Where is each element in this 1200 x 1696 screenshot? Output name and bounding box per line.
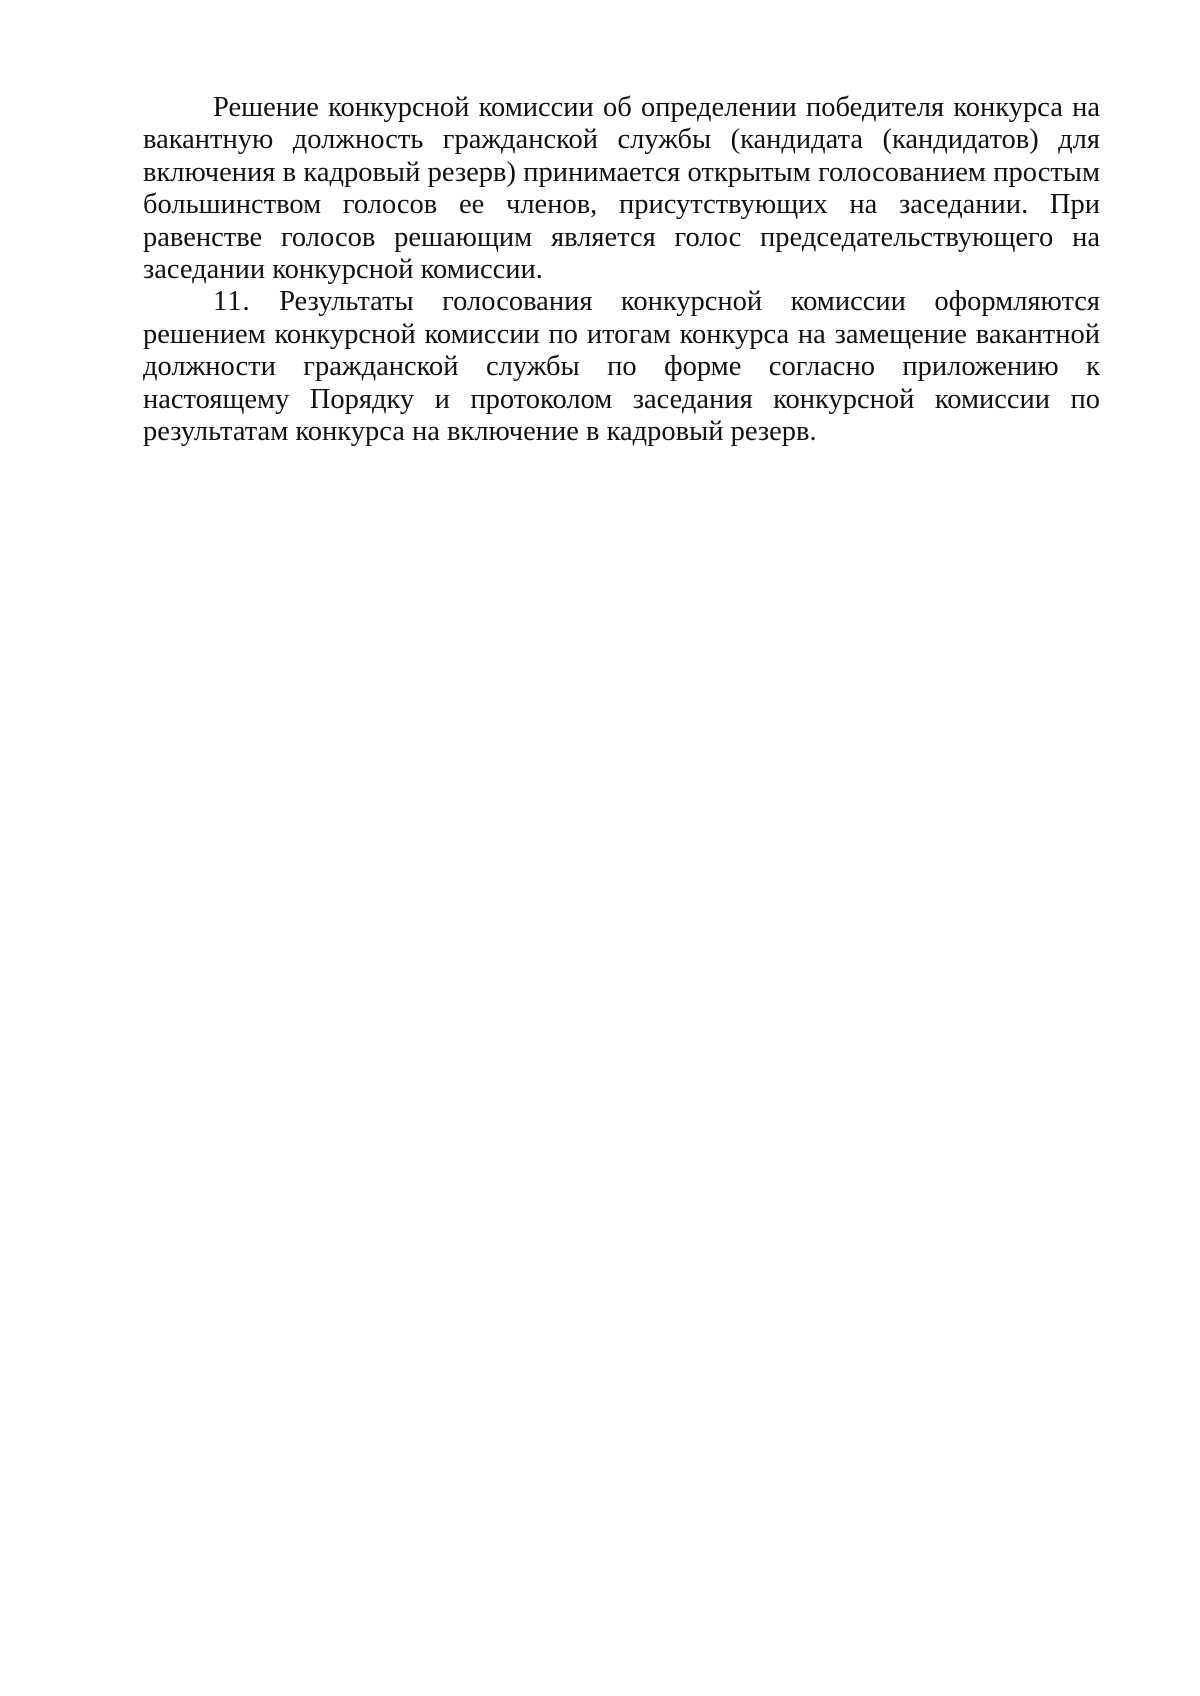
- paragraph-text: Решение конкурсной комиссии об определении победителя конкурса на вакантную должность гражданской службы (кандидата (кандидатов) для включения в кадровый резерв) принимается открытым голосованием простым большинством голосов ее членов, присутствующих на заседании. При равенстве голосов решающим является голос председательствующего на заседании конкурсной комиссии.: [143, 92, 1100, 286]
- paragraph-number: 11.: [213, 286, 251, 318]
- paragraph-decision: [143, 92, 1100, 286]
- document-body: [143, 92, 1100, 448]
- paragraph-11: [143, 286, 1100, 448]
- paragraph-text: Результаты голосования конкурсной комиссии оформляются решением конкурсной комиссии по итогам конкурса на замещение вакантной должности гражданской службы по форме согласно приложению к настоящему Порядку и протоколом заседания конкурсной комиссии по результатам конкурса на включение в кадровый резерв.: [143, 286, 1100, 448]
